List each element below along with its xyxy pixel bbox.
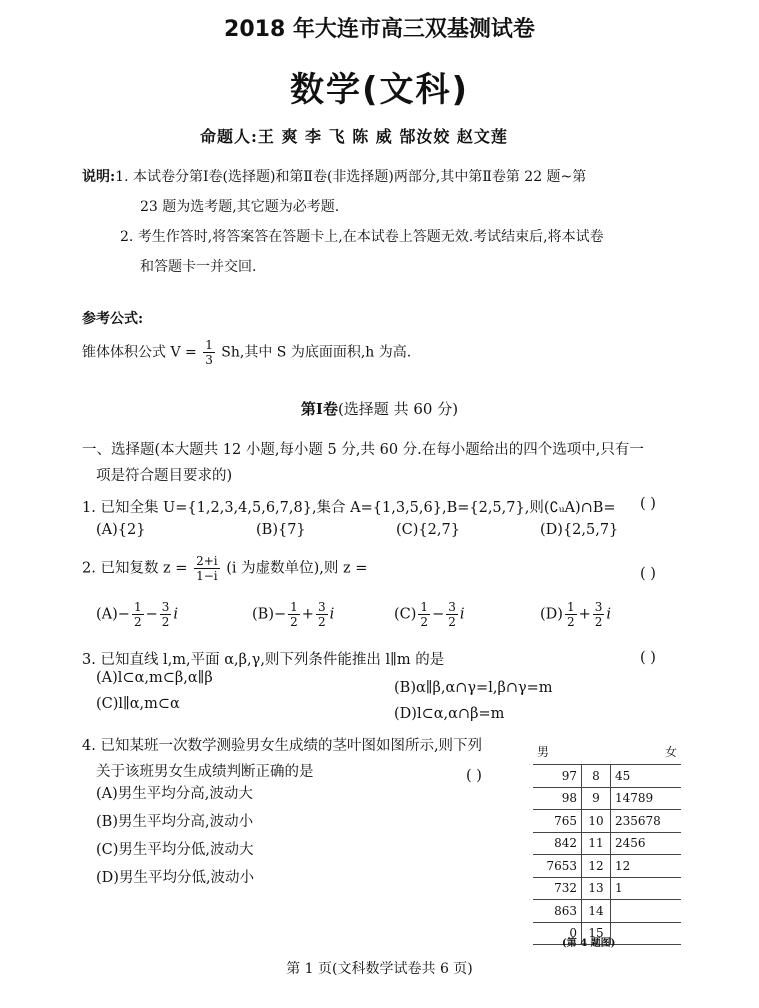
fraction-numerator: 1	[205, 338, 213, 352]
q2-option-c-n1: 1	[420, 600, 429, 614]
q2-option-a-sign2: −	[145, 606, 158, 623]
q2-option-b-n1: 1	[290, 600, 298, 614]
q4-option-b: (B)男生平均分高,波动小	[96, 814, 254, 830]
notes-label: 说明:	[82, 169, 116, 185]
stem-leaf-row	[533, 832, 681, 855]
male-leaves: 863	[533, 900, 582, 923]
q2-option-a-label: (A)	[96, 606, 118, 623]
stem-leaf-row	[533, 855, 681, 878]
q1-option-b: (B){7}	[256, 522, 306, 538]
male-leaves: 7653	[533, 855, 582, 878]
q2-option-a-frac2	[160, 600, 172, 629]
female-header: 女	[611, 738, 682, 765]
q1-option-a: (A){2}	[96, 522, 146, 538]
q3-option-c: (C)l∥α,m⊂α	[96, 696, 180, 712]
note-2-line-1: 2. 考生作答时,将答案答在答题卡上,在本试卷上答题无效.考试结束后,将本试卷	[120, 229, 604, 245]
q2-stem-pre: 2. 已知复数 z =	[82, 560, 188, 577]
q2-option-b-d2: 2	[317, 615, 326, 629]
q2-fraction	[194, 554, 220, 583]
q2-option-d-n2: 3	[594, 600, 603, 614]
q2-option-d-n1: 1	[566, 600, 575, 614]
q2-option-a-sign1: −	[117, 606, 130, 623]
q2-option-c	[394, 600, 465, 629]
q4-stem-line-2: 关于该班男女生成绩判断正确的是	[96, 764, 314, 780]
stem-leaf-rows	[533, 765, 681, 945]
q3-answer-paren: ( )	[640, 650, 656, 666]
q2-option-d-d1: 2	[566, 615, 575, 629]
male-leaves: 732	[533, 877, 582, 900]
female-leaves: 12	[611, 855, 682, 878]
q2-option-b-label: (B)	[252, 606, 274, 623]
section-name: 第Ⅰ卷	[300, 400, 338, 418]
note-1-line-2: 23 题为选考题,其它题为必考题.	[140, 199, 340, 215]
formula-prefix: 锥体体积公式 V =	[82, 344, 197, 361]
q2-option-c-sign2: −	[432, 606, 445, 623]
male-leaves: 97	[533, 765, 582, 788]
male-header: 男	[533, 738, 582, 765]
exam-authors: 命题人:王 爽 李 飞 陈 威 郜汝姣 赵文莲	[200, 127, 508, 146]
stem-value: 11	[582, 832, 611, 855]
page-footer: 第 1 页(文科数学试卷共 6 页)	[286, 961, 473, 977]
exam-subject: 数学(文科)	[289, 70, 470, 110]
q3-stem: 3. 已知直线 l,m,平面 α,β,γ,则下列条件能推出 l∥m 的是	[82, 652, 445, 668]
q2-option-a-d1: 2	[133, 615, 142, 629]
exam-title: 2018 年大连市高三双基测试卷	[224, 17, 535, 42]
q2-option-c-frac1	[418, 600, 430, 629]
q2-numerator: 2+i	[196, 554, 218, 568]
stem-value: 15	[582, 922, 611, 945]
stem-leaf-row	[533, 810, 681, 833]
stem-leaf-header-row	[533, 738, 681, 765]
q2-option-a-frac1	[132, 600, 144, 629]
stem-leaf-row	[533, 765, 681, 788]
q2-option-b-sign1: −	[273, 606, 287, 623]
note-1-line-1: 1. 本试卷分第Ⅰ卷(选择题)和第Ⅱ卷(非选择题)两部分,其中第Ⅱ卷第 22 题~第	[115, 169, 587, 185]
notes-block	[82, 166, 586, 186]
q4-option-c: (C)男生平均分低,波动大	[96, 842, 254, 858]
q2-option-b-n2: 3	[317, 600, 326, 614]
q2-answer-paren: ( )	[640, 566, 656, 582]
q2-option-d	[540, 600, 611, 629]
stem-value: 10	[582, 810, 611, 833]
q2-option-b-i: i	[329, 606, 335, 623]
part-one-instructions-line-2: 项是符合题目要求的)	[96, 468, 233, 484]
q4-stem-line-1: 4. 已知某班一次数学测验男女生成绩的茎叶图如图所示,则下列	[82, 738, 483, 754]
figure-caption: (第 4 题图)	[562, 938, 616, 949]
stem-header-blank	[582, 738, 611, 765]
female-leaves: 14789	[611, 787, 682, 810]
q2-option-b-frac2	[316, 600, 328, 629]
q2-option-c-d2: 2	[448, 615, 456, 629]
q2-option-b	[252, 600, 334, 629]
q2-option-a-n1: 1	[133, 600, 142, 614]
formula-suffix: Sh,其中 S 为底面面积,h 为高.	[221, 344, 412, 361]
part-one-instructions-line-1: 一、选择题(本大题共 12 小题,每小题 5 分,共 60 分.在每小题给出的四个选项中,只有一	[82, 442, 644, 458]
stem-value: 13	[582, 877, 611, 900]
q2-option-a-i: i	[173, 606, 179, 623]
reference-title: 参考公式:	[82, 311, 144, 327]
stem-value: 8	[582, 765, 611, 788]
q2-stem	[82, 554, 367, 583]
female-leaves	[611, 922, 682, 945]
q2-option-d-frac2	[593, 600, 605, 629]
q2-option-c-label: (C)	[394, 606, 417, 623]
q2-denominator: 1−i	[196, 569, 218, 583]
q3-option-a: (A)l⊂α,m⊂β,α∥β	[96, 670, 213, 686]
q2-option-d-i: i	[606, 606, 612, 623]
q2-option-c-frac2	[446, 600, 458, 629]
q4-answer-paren: ( )	[466, 768, 482, 784]
q4-option-d: (D)男生平均分低,波动小	[96, 870, 255, 886]
note-2-line-2: 和答题卡一并交回.	[140, 259, 257, 275]
q1-stem: 1. 已知全集 U={1,2,3,4,5,6,7,8},集合 A={1,3,5,6},B={2,5,7},则(∁ᵤA)∩B=	[82, 500, 616, 516]
q2-option-d-label: (D)	[540, 606, 563, 623]
q3-option-b: (B)α∥β,α∩γ=l,β∩γ=m	[394, 680, 553, 696]
q2-option-c-d1: 2	[420, 615, 429, 629]
q1-answer-paren: ( )	[640, 496, 656, 512]
male-leaves: 0	[533, 922, 582, 945]
stem-value: 9	[582, 787, 611, 810]
q2-option-b-d1: 2	[290, 615, 298, 629]
q1-option-d: (D){2,5,7}	[540, 522, 619, 538]
q2-option-d-frac1	[565, 600, 577, 629]
q2-option-a-n2: 3	[161, 600, 170, 614]
fraction-denominator: 3	[205, 353, 213, 367]
female-leaves: 2456	[611, 832, 682, 855]
male-leaves: 98	[533, 787, 582, 810]
section-title	[0, 398, 759, 419]
stem-value: 14	[582, 900, 611, 923]
female-leaves: 235678	[611, 810, 682, 833]
female-leaves: 45	[611, 765, 682, 788]
q2-option-d-sign2: +	[578, 606, 591, 623]
q2-option-b-frac1	[288, 600, 300, 629]
formula-fraction	[203, 338, 215, 367]
q3-option-d: (D)l⊂α,α∩β=m	[394, 706, 505, 722]
q2-stem-post: (i 为虚数单位),则 z =	[226, 560, 368, 577]
stem-value: 12	[582, 855, 611, 878]
female-leaves: 1	[611, 877, 682, 900]
q2-option-d-d2: 2	[594, 615, 603, 629]
q2-option-a-d2: 2	[161, 615, 170, 629]
stem-leaf-row	[533, 787, 681, 810]
q1-option-c: (C){2,7}	[396, 522, 460, 538]
q2-option-b-sign2: +	[301, 606, 314, 623]
q2-option-c-i: i	[459, 606, 465, 623]
male-leaves: 842	[533, 832, 582, 855]
male-leaves: 765	[533, 810, 582, 833]
q2-option-c-n2: 3	[448, 600, 456, 614]
stem-leaf-row	[533, 900, 681, 923]
cone-volume-formula	[82, 338, 411, 367]
q4-option-a: (A)男生平均分高,波动大	[96, 786, 253, 802]
section-detail: (选择题 共 60 分)	[337, 400, 459, 418]
q2-option-a	[96, 600, 178, 629]
stem-leaf-plot	[533, 738, 681, 945]
female-leaves	[611, 900, 682, 923]
stem-leaf-row	[533, 877, 681, 900]
